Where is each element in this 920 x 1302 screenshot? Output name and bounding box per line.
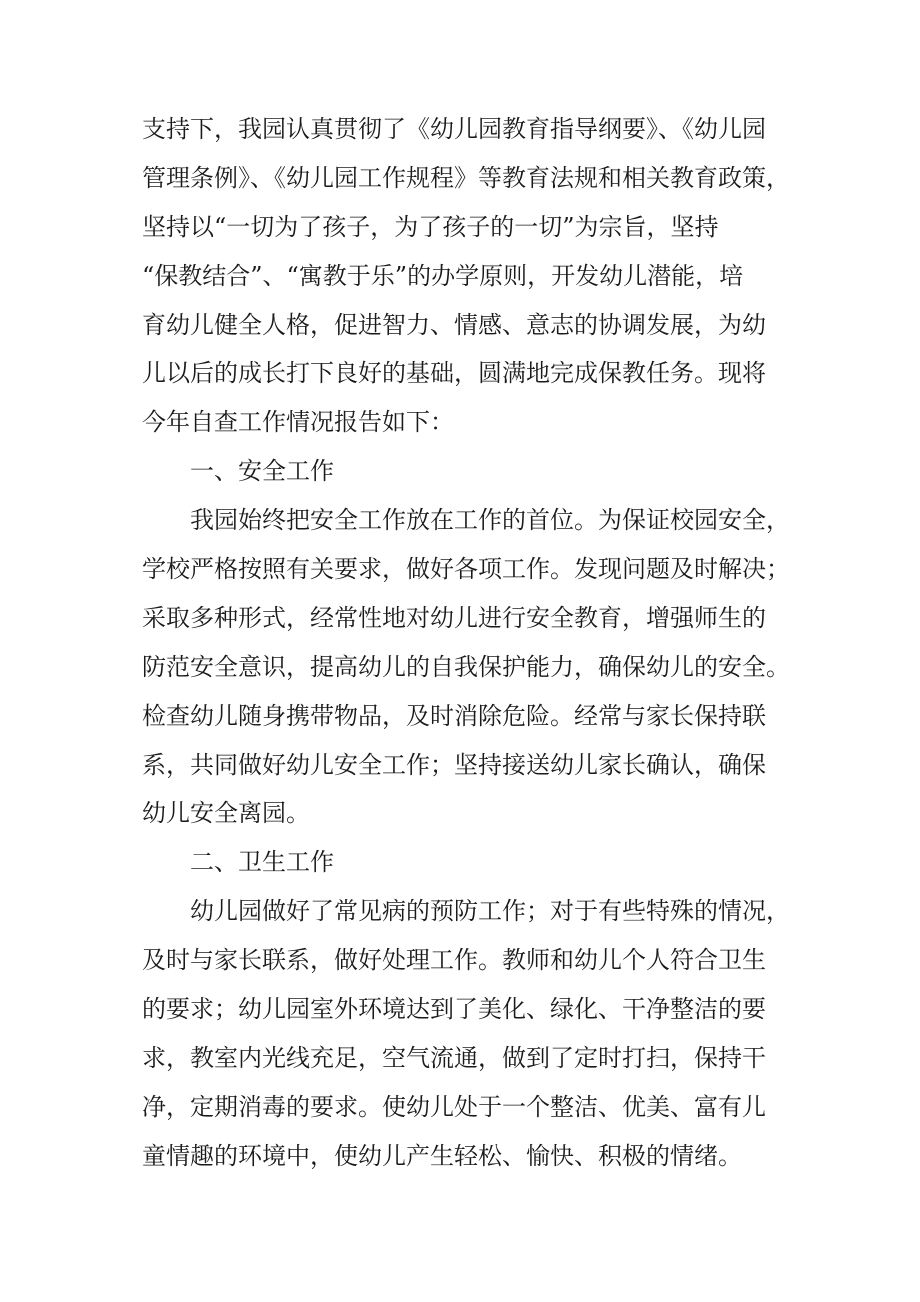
section-heading-safety: 一、安全工作	[190, 457, 334, 486]
paragraph-line: 采取多种形式，经常性地对幼儿进行安全教育，增强师生的	[142, 603, 766, 632]
section-heading-hygiene: 二、卫生工作	[190, 848, 334, 877]
paragraph-line: 育幼儿健全人格，促进智力、情感、意志的协调发展，为幼	[142, 310, 766, 339]
paragraph-line: 检查幼儿随身携带物品，及时消除危险。经常与家长保持联	[142, 701, 766, 730]
paragraph-line: 及时与家长联系，做好处理工作。教师和幼儿个人符合卫生	[142, 946, 766, 975]
document-page	[142, 105, 790, 1181]
paragraph-line: “保教结合”、“寓教于乐”的办学原则，开发幼儿潜能，培	[142, 261, 744, 290]
paragraph-line: 求，教室内光线充足，空气流通，做到了定时打扫，保持干	[142, 1043, 766, 1072]
paragraph-line: 我园始终把安全工作放在工作的首位。为保证校园安全，	[190, 506, 790, 535]
paragraph-line: 童情趣的环境中，使幼儿产生轻松、愉快、积极的情绪。	[142, 1141, 742, 1170]
paragraph-line: 管理条例》、《幼儿园工作规程》等教育法规和相关教育政策，	[142, 163, 790, 192]
paragraph-line: 防范安全意识，提高幼儿的自我保护能力，确保幼儿的安全。	[142, 652, 790, 681]
paragraph-line: 净，定期消毒的要求。使幼儿处于一个整洁、优美、富有儿	[142, 1092, 766, 1121]
paragraph-line: 今年自查工作情况报告如下：	[142, 408, 454, 437]
paragraph-line: 坚持以“一切为了孩子，为了孩子的一切”为宗旨，坚持	[142, 212, 719, 241]
paragraph-line: 的要求；幼儿园室外环境达到了美化、绿化、干净整洁的要	[142, 995, 766, 1024]
paragraph-line: 儿以后的成长打下良好的基础，圆满地完成保教任务。现将	[142, 359, 766, 388]
paragraph-line: 学校严格按照有关要求，做好各项工作。发现问题及时解决；	[142, 555, 790, 584]
paragraph-line: 幼儿园做好了常见病的预防工作；对于有些特殊的情况，	[190, 897, 790, 926]
paragraph-line: 幼儿安全离园。	[142, 799, 310, 828]
paragraph-line: 支持下，我园认真贯彻了《幼儿园教育指导纲要》、《幼儿园	[142, 115, 766, 143]
paragraph-line: 系，共同做好幼儿安全工作；坚持接送幼儿家长确认，确保	[142, 750, 766, 779]
